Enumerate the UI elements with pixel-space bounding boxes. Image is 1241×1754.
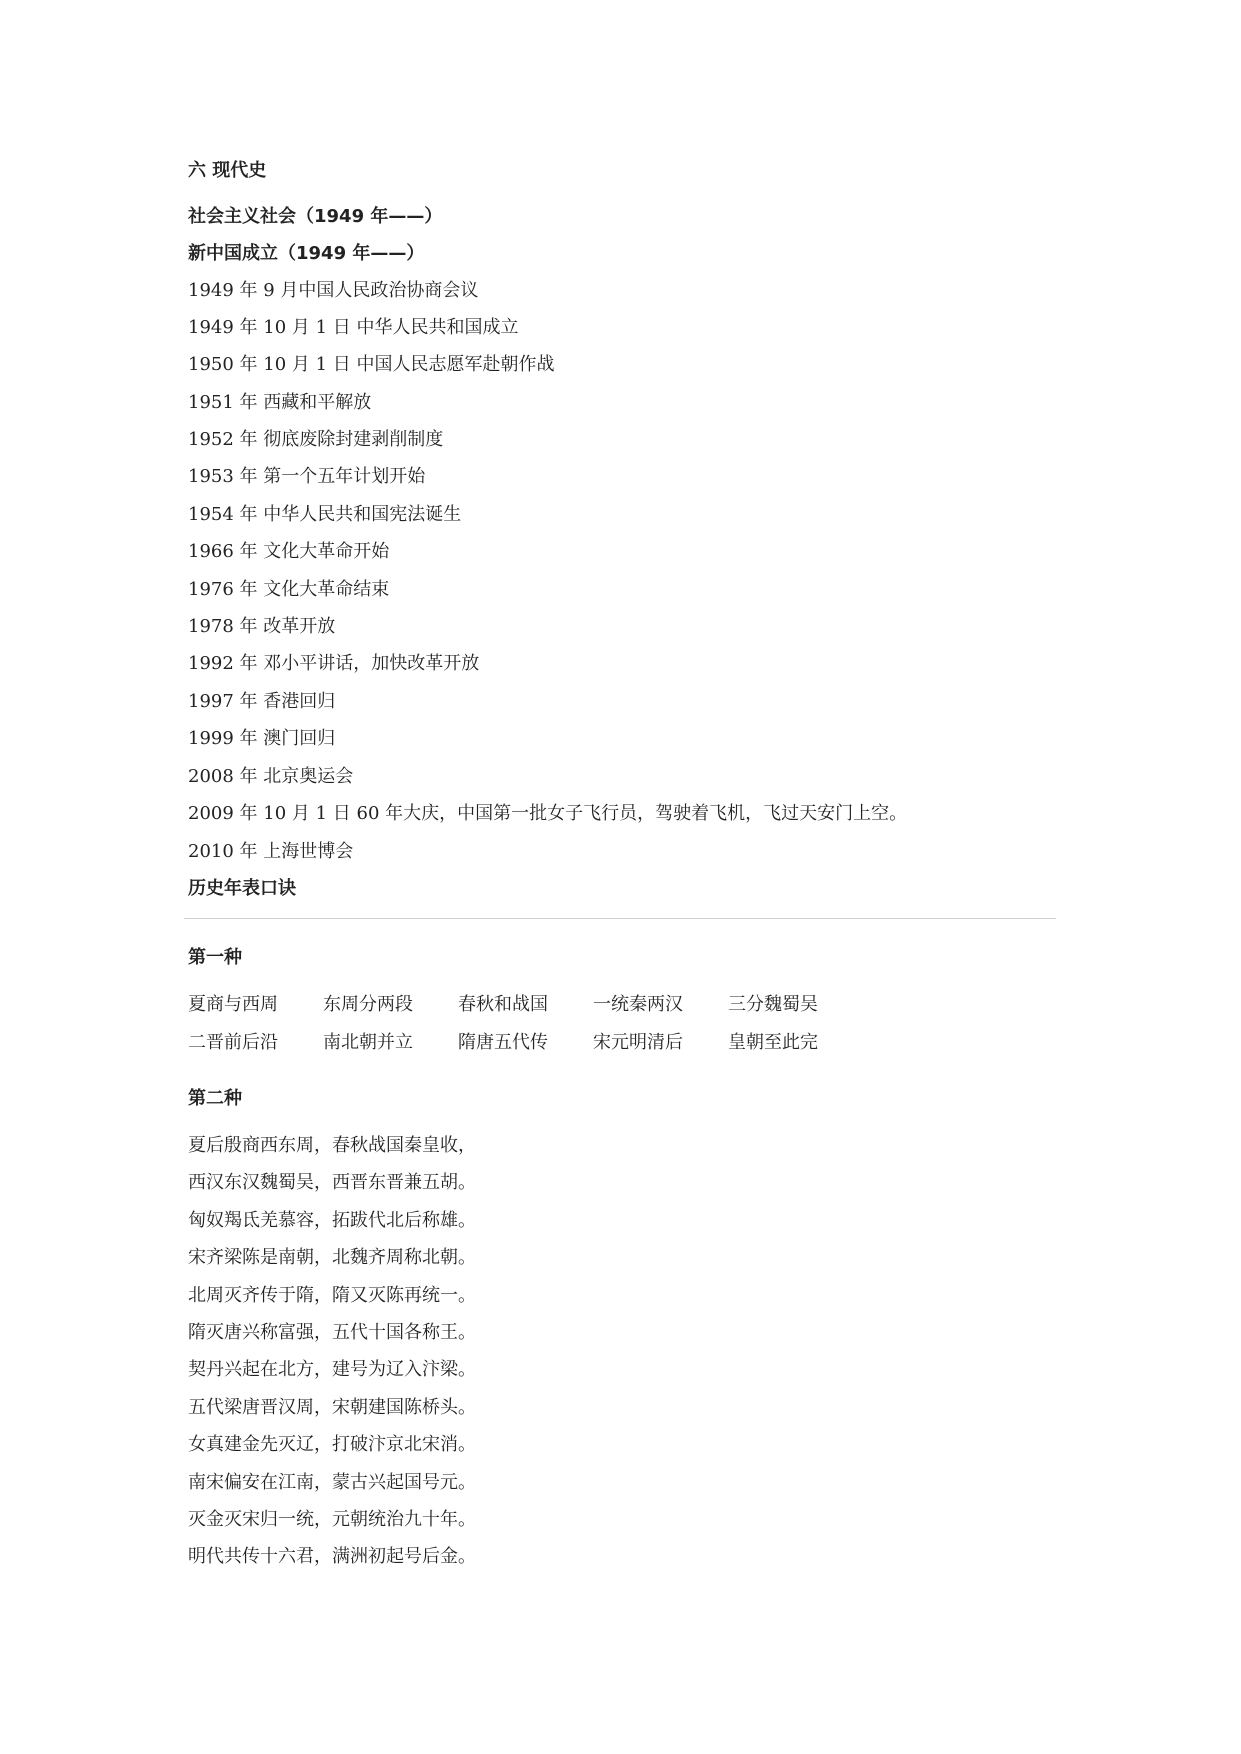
timeline-item: 1978 年 改革开放	[188, 616, 336, 637]
section-title: 六 现代史	[188, 160, 267, 181]
mnemonic-phrase: 皇朝至此完	[728, 1032, 818, 1053]
version2-title: 第二种	[188, 1088, 242, 1109]
timeline-item: 1949 年 9 月中国人民政治协商会议	[188, 280, 479, 301]
verse-line: 五代梁唐晋汉周，宋朝建国陈桥头。	[188, 1397, 476, 1418]
era-heading: 社会主义社会（1949 年——）	[188, 206, 443, 227]
timeline-item: 2010 年 上海世博会	[188, 841, 354, 862]
mnemonic-phrase: 夏商与西周	[188, 994, 278, 1015]
verse-line: 宋齐梁陈是南朝，北魏齐周称北朝。	[188, 1247, 476, 1268]
timeline-item: 1997 年 香港回归	[188, 691, 336, 712]
timeline-item: 1949 年 10 月 1 日 中华人民共和国成立	[188, 317, 519, 338]
timeline-item: 1952 年 彻底废除封建剥削制度	[188, 429, 444, 450]
verse-line: 北周灭齐传于隋，隋又灭陈再统一。	[188, 1285, 476, 1306]
mnemonic-phrase: 隋唐五代传	[458, 1032, 548, 1053]
mnemonic-heading: 历史年表口诀	[188, 878, 296, 899]
subheading: 新中国成立（1949 年——）	[188, 243, 425, 264]
timeline-item: 1992 年 邓小平讲话，加快改革开放	[188, 653, 480, 674]
mnemonic-phrase: 春秋和战国	[458, 994, 548, 1015]
verse-line: 西汉东汉魏蜀吴，西晋东晋兼五胡。	[188, 1172, 476, 1193]
timeline-item: 1966 年 文化大革命开始	[188, 541, 390, 562]
verse-line: 夏后殷商西东周，春秋战国秦皇收，	[188, 1135, 476, 1156]
verse-line: 匈奴羯氐羌慕容，拓跋代北后称雄。	[188, 1210, 476, 1231]
timeline-item: 1950 年 10 月 1 日 中国人民志愿军赴朝作战	[188, 354, 555, 375]
timeline-item: 1953 年 第一个五年计划开始	[188, 466, 426, 487]
mnemonic-phrase: 一统秦两汉	[593, 994, 683, 1015]
timeline-item: 2009 年 10 月 1 日 60 年大庆，中国第一批女子飞行员，驾驶着飞机，飞过天安门上空。	[188, 803, 908, 824]
verse-line: 南宋偏安在江南，蒙古兴起国号元。	[188, 1472, 476, 1493]
timeline-item: 1951 年 西藏和平解放	[188, 392, 372, 413]
mnemonic-phrase: 东周分两段	[323, 994, 413, 1015]
timeline-item: 1999 年 澳门回归	[188, 728, 336, 749]
version1-title: 第一种	[188, 947, 242, 968]
timeline-item: 2008 年 北京奥运会	[188, 766, 354, 787]
mnemonic-phrase: 宋元明清后	[593, 1032, 683, 1053]
section-divider	[184, 918, 1056, 919]
mnemonic-phrase: 二晋前后沿	[188, 1032, 278, 1053]
verse-line: 明代共传十六君，满洲初起号后金。	[188, 1546, 476, 1567]
mnemonic-phrase: 三分魏蜀吴	[728, 994, 818, 1015]
mnemonic-phrase: 南北朝并立	[323, 1032, 413, 1053]
verse-line: 灭金灭宋归一统，元朝统治九十年。	[188, 1509, 476, 1530]
verse-line: 契丹兴起在北方，建号为辽入汴梁。	[188, 1359, 476, 1380]
verse-line: 隋灭唐兴称富强，五代十国各称王。	[188, 1322, 476, 1343]
timeline-item: 1954 年 中华人民共和国宪法诞生	[188, 504, 462, 525]
verse-line: 女真建金先灭辽，打破汴京北宋消。	[188, 1434, 476, 1455]
timeline-item: 1976 年 文化大革命结束	[188, 579, 390, 600]
